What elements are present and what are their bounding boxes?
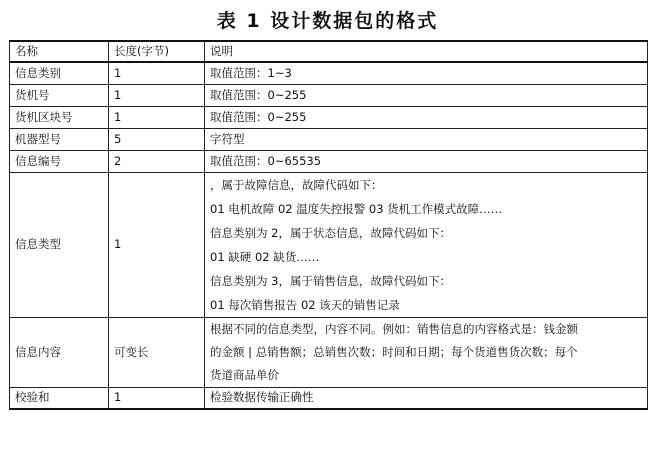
field-description: 字符型 (205, 128, 648, 150)
field-name: 信息类型 (10, 172, 109, 317)
description-line: 信息类别为 3，属于销售信息，故障代码如下： (210, 273, 451, 288)
table-row (10, 172, 648, 317)
field-description: 检验数据传输正确性 (205, 387, 648, 409)
field-description: 取值范围：1~3 (205, 62, 648, 84)
field-name: 信息内容 (10, 317, 109, 387)
description-line: 01 每次销售报告 02 该天的销售记录 (210, 297, 400, 312)
field-length: 1 (109, 387, 205, 409)
column-header-length: 长度(字节) (109, 41, 205, 62)
field-name: 机器型号 (10, 128, 109, 150)
field-length: 1 (109, 106, 205, 128)
field-length: 5 (109, 128, 205, 150)
description-line: ，属于故障信息，故障代码如下： (210, 177, 383, 192)
description-line: 01 缺硬 02 缺货…… (210, 249, 320, 264)
field-length: 1 (109, 84, 205, 106)
description-line: 信息类别为 2，属于状态信息，故障代码如下： (210, 225, 451, 240)
table-row (10, 128, 648, 150)
description-line: 01 电机故障 02 温度失控报警 03 货机工作模式故障…… (210, 201, 503, 216)
description-line: 的金额 | 总销售额；总销售次数；时间和日期；每个货道售货次数；每个 (210, 344, 578, 359)
field-name: 货机号 (10, 84, 109, 106)
table-row (10, 317, 648, 387)
table-row (10, 106, 648, 128)
column-header-description: 说明 (205, 41, 648, 62)
field-length: 2 (109, 150, 205, 172)
description-line: 根据不同的信息类型，内容不同。例如：销售信息的内容格式是：钱金额 (210, 321, 578, 336)
table-row (10, 62, 648, 84)
field-length: 可变长 (109, 317, 205, 387)
table-row (10, 150, 648, 172)
table-caption: 表 1 设计数据包的格式 (216, 10, 439, 32)
field-description: 取值范围：0~255 (205, 84, 648, 106)
table-row (10, 387, 648, 409)
field-description (205, 172, 648, 317)
field-length: 1 (109, 62, 205, 84)
table-row (10, 84, 648, 106)
field-name: 校验和 (10, 387, 109, 409)
field-description: 取值范围：0~255 (205, 106, 648, 128)
field-name: 货机区块号 (10, 106, 109, 128)
field-name: 信息类别 (10, 62, 109, 84)
field-description (205, 317, 648, 387)
field-length: 1 (109, 172, 205, 317)
description-line: 货道商品单价 (210, 367, 279, 382)
table-header-row (10, 41, 648, 62)
column-header-name: 名称 (10, 41, 109, 62)
data-packet-format-table (9, 40, 648, 410)
field-description: 取值范围：0~65535 (205, 150, 648, 172)
field-name: 信息编号 (10, 150, 109, 172)
